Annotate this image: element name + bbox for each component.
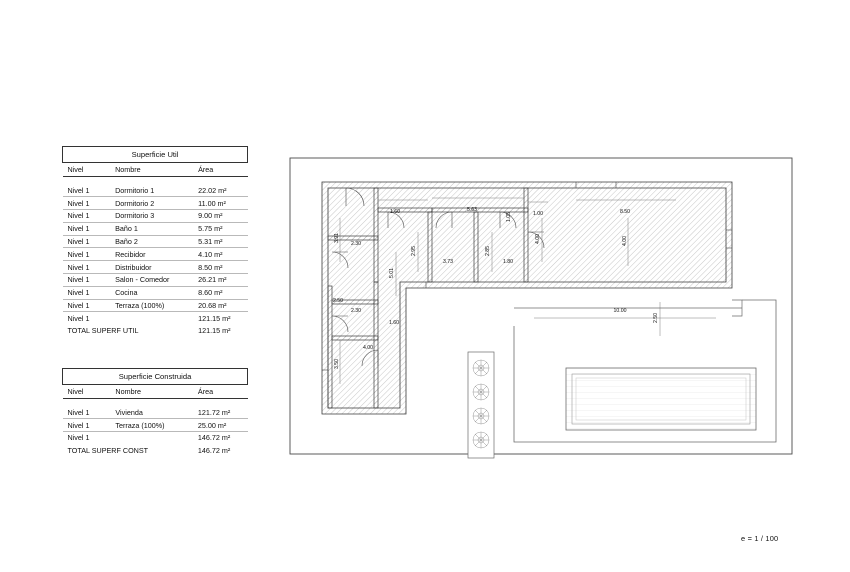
- table-row: [63, 222, 248, 235]
- table-title: Superficie Construida: [63, 369, 248, 385]
- table-row: [63, 210, 248, 223]
- cell-nivel: Nivel 1: [63, 286, 111, 299]
- table-row: [63, 273, 248, 286]
- column-header-nivel: Nivel: [63, 163, 111, 177]
- dimension-text: 3.91: [334, 232, 340, 244]
- planter-bed: [468, 352, 494, 458]
- cell-nivel: Nivel 1: [63, 312, 111, 324]
- cell-nombre: [110, 312, 193, 324]
- cell-area: 146.72 m²: [193, 432, 248, 444]
- cell-nivel: Nivel 1: [63, 184, 111, 196]
- cell-nivel: Nivel 1: [63, 432, 111, 444]
- table-row: [63, 248, 248, 261]
- cell-nombre: Terraza (100%): [110, 299, 193, 312]
- dimension-text: 2.50: [653, 312, 659, 324]
- dimension-text: 1.60: [388, 320, 400, 326]
- dimension-text: 4.00: [362, 345, 374, 351]
- cell-nombre: Recibidor: [110, 248, 193, 261]
- cell-area: 25.00 m²: [193, 419, 248, 432]
- table-gap: [63, 399, 248, 407]
- total-value: 121.15 m²: [198, 326, 231, 336]
- cell-area: 22.02 m²: [193, 184, 247, 196]
- cell-nombre: Vivienda: [110, 406, 193, 418]
- total-value: 146.72 m²: [197, 445, 231, 455]
- cell-nivel: Nivel 1: [63, 261, 111, 274]
- cell-nombre: Dormitorio 2: [110, 197, 193, 210]
- table-total-row: [63, 324, 248, 336]
- cell-area: 121.15 m²: [193, 312, 247, 324]
- dimension-text: 8.50: [619, 209, 631, 215]
- dimension-text: 1.80: [502, 259, 514, 265]
- dimension-text: 2.30: [350, 308, 362, 314]
- table-row: [63, 419, 248, 432]
- total-label: TOTAL SUPERF UTIL: [67, 326, 139, 336]
- column-header-nombre: Nombre: [110, 163, 193, 177]
- scale-note: e = 1 / 100: [741, 534, 779, 543]
- dimension-text: 1.00: [532, 211, 544, 217]
- column-header-area: Área: [193, 163, 247, 177]
- table-gap: [63, 177, 248, 185]
- dimension-text: 3.73: [442, 259, 454, 265]
- table-subtotal-row: [63, 432, 248, 444]
- cell-nivel: Nivel 1: [63, 235, 111, 248]
- column-header-area: Área: [193, 385, 248, 399]
- cell-nombre: Baño 1: [110, 222, 193, 235]
- floor-plan-drawing: [276, 140, 808, 486]
- cell-nivel: Nivel 1: [63, 248, 111, 261]
- dimension-text: 2.30: [350, 241, 362, 247]
- swimming-pool: [566, 368, 756, 430]
- table-superficie-construida: [62, 368, 248, 456]
- cell-area: 5.75 m²: [193, 222, 247, 235]
- cell-area: 26.21 m²: [193, 273, 247, 286]
- dimension-text: 2.95: [411, 245, 417, 257]
- column-header-nombre: Nombre: [110, 385, 193, 399]
- table-row: [63, 261, 248, 274]
- cell-area: 9.00 m²: [193, 210, 247, 223]
- dimension-text: 5.63: [466, 207, 478, 213]
- table-row: [63, 406, 248, 418]
- cell-nivel: Nivel 1: [63, 210, 111, 223]
- cell-nombre: Cocina: [110, 286, 193, 299]
- cell-area: 11.00 m²: [193, 197, 247, 210]
- cell-area: 20.68 m²: [193, 299, 247, 312]
- cell-area: 8.50 m²: [193, 261, 247, 274]
- cell-nombre: Salon - Comedor: [110, 273, 193, 286]
- terrace-steps: [514, 300, 742, 316]
- table-row: [63, 299, 248, 312]
- dimension-text: 1.05: [506, 211, 512, 223]
- dimension-text: 4.00: [535, 233, 541, 245]
- table-row: [63, 235, 248, 248]
- total-label: TOTAL SUPERF CONST: [67, 445, 149, 455]
- table-total-row: [63, 444, 248, 456]
- cell-nombre: Terraza (100%): [110, 419, 193, 432]
- dimension-text: 4.00: [622, 235, 628, 247]
- dimension-text: 2.85: [485, 245, 491, 257]
- dimension-text: 10.00: [613, 308, 627, 314]
- cell-nombre: Dormitorio 3: [110, 210, 193, 223]
- cell-area: 5.31 m²: [193, 235, 247, 248]
- table-row: [63, 286, 248, 299]
- table-title: Superficie Util: [63, 147, 248, 163]
- cell-nivel: Nivel 1: [63, 406, 111, 418]
- cell-nivel: Nivel 1: [63, 299, 111, 312]
- cell-nombre: Baño 2: [110, 235, 193, 248]
- cell-nivel: Nivel 1: [63, 419, 111, 432]
- table-subtotal-row: [63, 312, 248, 324]
- dimension-text: 1.60: [389, 209, 401, 215]
- dimension-text: 2.50: [332, 298, 344, 304]
- cell-area: 8.60 m²: [193, 286, 247, 299]
- cell-area: 121.72 m²: [193, 406, 248, 418]
- cell-area: 4.10 m²: [193, 248, 247, 261]
- column-header-nivel: Nivel: [63, 385, 111, 399]
- cell-nivel: Nivel 1: [63, 273, 111, 286]
- dimension-text: 5.01: [389, 267, 395, 279]
- table-row: [63, 184, 248, 196]
- cell-nivel: Nivel 1: [63, 222, 111, 235]
- dimension-text: 3.50: [334, 358, 340, 370]
- cell-nombre: Distribuidor: [110, 261, 193, 274]
- cell-nombre: [110, 432, 193, 444]
- cell-nivel: Nivel 1: [63, 197, 111, 210]
- table-row: [63, 197, 248, 210]
- cell-nombre: Dormitorio 1: [110, 184, 193, 196]
- table-superficie-util: [62, 146, 248, 336]
